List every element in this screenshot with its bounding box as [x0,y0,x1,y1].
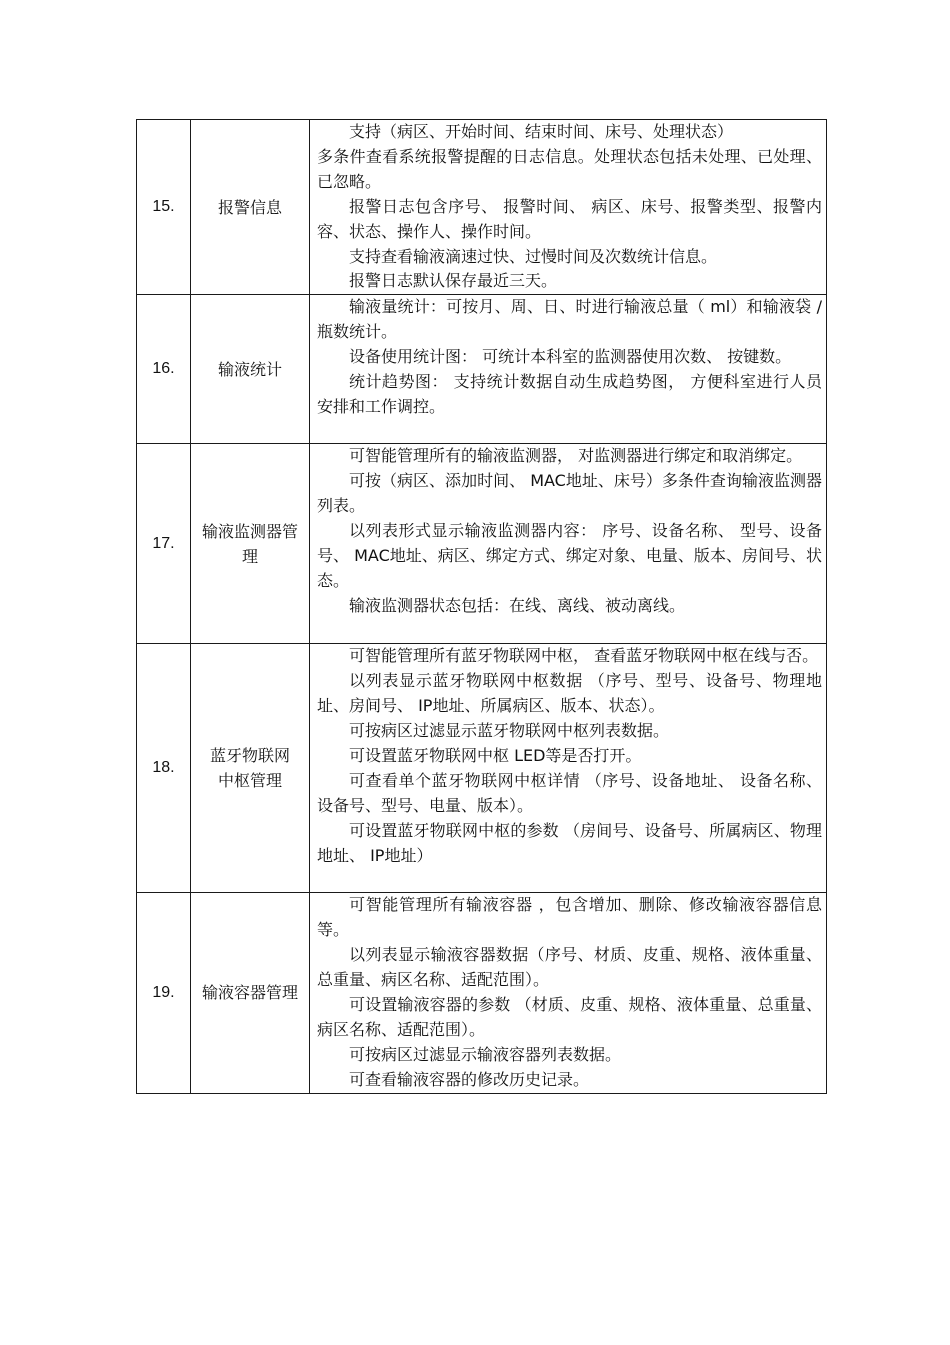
description-paragraph: 报警日志默认保存最近三天。 [349,271,558,291]
description-paragraph: 报警日志包含序号、 报警时间、 病区、床号、报警类型、报警内容、状态、操作人、操作时间。 [317,196,822,241]
row-number: 16. [137,295,191,444]
row-number: 15. [137,120,191,295]
description-paragraph: 输液监测器状态包括：在线、离线、被动离线。 [349,595,686,615]
row-description [310,893,827,1093]
row-feature-name [191,120,310,295]
row-description [310,120,827,295]
description-paragraph: 统计趋势图： 支持统计数据自动生成趋势图， 方便科室进行人员安排和工作调控。 [317,372,822,416]
description-paragraph: 可智能管理所有的输液监测器， 对监测器进行绑定和取消绑定。 [349,446,803,466]
description-paragraph: 以列表形式显示输液监测器内容： 序号、设备名称、 型号、设备号、 MAC地址、病区、绑定方式、绑定对象、电量、版本、房间号、状态。 [317,521,822,590]
table-row [137,893,827,1093]
row-description [310,644,827,893]
row-number: 19. [137,893,191,1093]
row-number: 18. [137,644,191,893]
description-paragraph: 可智能管理所有蓝牙物联网中枢， 查看蓝牙物联网中枢在线与否。 [349,646,819,666]
description-paragraph: 以列表显示蓝牙物联网中枢数据 （序号、型号、设备号、物理地址、房间号、 IP地址、所属病区、版本、状态）。 [317,671,822,716]
spec-table [136,119,827,1094]
description-paragraph: 可查看输液容器的修改历史记录。 [349,1069,590,1089]
description-paragraph: 可按（病区、添加时间、 MAC地址、床号）多条件查询输液监测器列表。 [317,471,822,516]
description-paragraph: 以列表显示输液容器数据（序号、材质、皮重、规格、液体重量、总重量、病区名称、适配范围）。 [317,945,822,990]
description-paragraph: 支持查看输液滴速过快、过慢时间及次数统计信息。 [349,246,718,266]
row-feature-name [191,444,310,644]
description-paragraph: 可按病区过滤显示蓝牙物联网中枢列表数据。 [349,721,670,741]
description-paragraph: 可设置蓝牙物联网中枢的参数 （房间号、设备号、所属病区、物理地址、 IP地址） [317,820,822,865]
description-paragraph: 可按病区过滤显示输液容器列表数据。 [349,1044,622,1064]
description-paragraph: 输液量统计：可按月、周、日、时进行输液总量（ ml）和输液袋 / 瓶数统计。 [317,297,822,342]
description-paragraph: 可设置输液容器的参数 （材质、皮重、规格、液体重量、总重量、病区名称、适配范围）。 [317,994,822,1039]
description-paragraph: 可智能管理所有输液容器 ，包含增加、删除、修改输液容器信息等。 [317,895,822,940]
row-description [310,295,827,444]
feature-name-text: 蓝牙物联网中枢管理 [209,746,290,791]
description-paragraph: 可设置蓝牙物联网中枢 LED等是否打开。 [349,745,642,765]
row-description [310,444,827,644]
description-paragraph: 可查看单个蓝牙物联网中枢详情 （序号、设备地址、 设备名称、设备号、型号、电量、版本）。 [317,770,822,815]
feature-name-text: 输液统计 [217,359,282,379]
table-row [137,120,827,295]
row-feature-name [191,295,310,444]
table-row [137,444,827,644]
row-number: 17. [137,444,191,644]
description-paragraph: 支持（病区、开始时间、结束时间、床号、处理状态） [349,122,734,141]
description-paragraph: 设备使用统计图： 可统计本科室的监测器使用次数、 按键数。 [349,347,792,367]
table-row [137,644,827,893]
feature-name-text: 输液容器管理 [201,983,298,1003]
feature-name-text: 输液监测器管理 [201,521,298,566]
feature-name-text: 报警信息 [217,197,282,217]
table-row [137,295,827,444]
description-paragraph: 多条件查看系统报警提醒的日志信息。处理状态包括未处理、已处理、已忽略。 [317,146,822,191]
row-feature-name [191,644,310,893]
row-feature-name [191,893,310,1093]
